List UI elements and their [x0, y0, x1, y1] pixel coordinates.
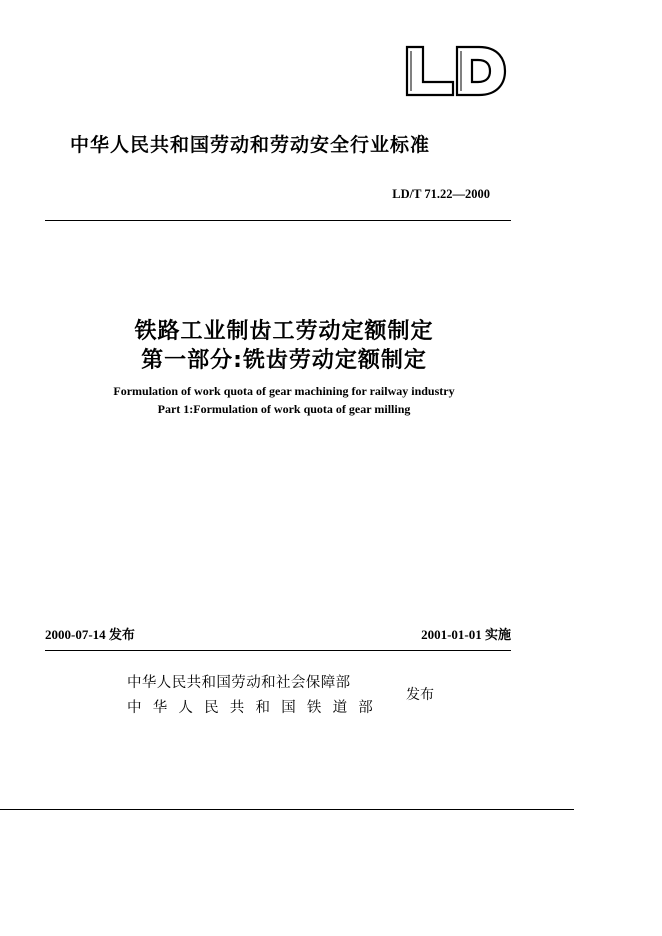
english-title-line-1: Formulation of work quota of gear machining for railway industry [113, 384, 455, 398]
implementation-date: 2001-01-01 实施 [421, 627, 511, 642]
issuer-ministry-railways: 中华人民共和国铁道部 [127, 700, 384, 716]
issuer-ministry-labour: 中华人民共和国劳动和社会保障部 [127, 675, 351, 691]
issue-date: 2000-07-14 发布 [45, 627, 135, 642]
publish-label: 发布 [406, 687, 434, 703]
chinese-title-line-2: 第一部分:铣齿劳动定额制定 [141, 348, 427, 373]
standard-category-title: 中华人民共和国劳动和劳动安全行业标准 [70, 134, 431, 156]
date-divider [45, 650, 511, 651]
ld-logo [401, 44, 509, 98]
logo-text: LD [401, 44, 403, 45]
header-divider [45, 220, 511, 221]
english-title-line-2: Part 1:Formulation of work quota of gear milling [157, 402, 411, 416]
footer-divider [0, 809, 574, 810]
chinese-title-line-1: 铁路工业制齿工劳动定额制定 [134, 319, 434, 344]
standard-code: LD/T 71.22—2000 [392, 187, 490, 201]
